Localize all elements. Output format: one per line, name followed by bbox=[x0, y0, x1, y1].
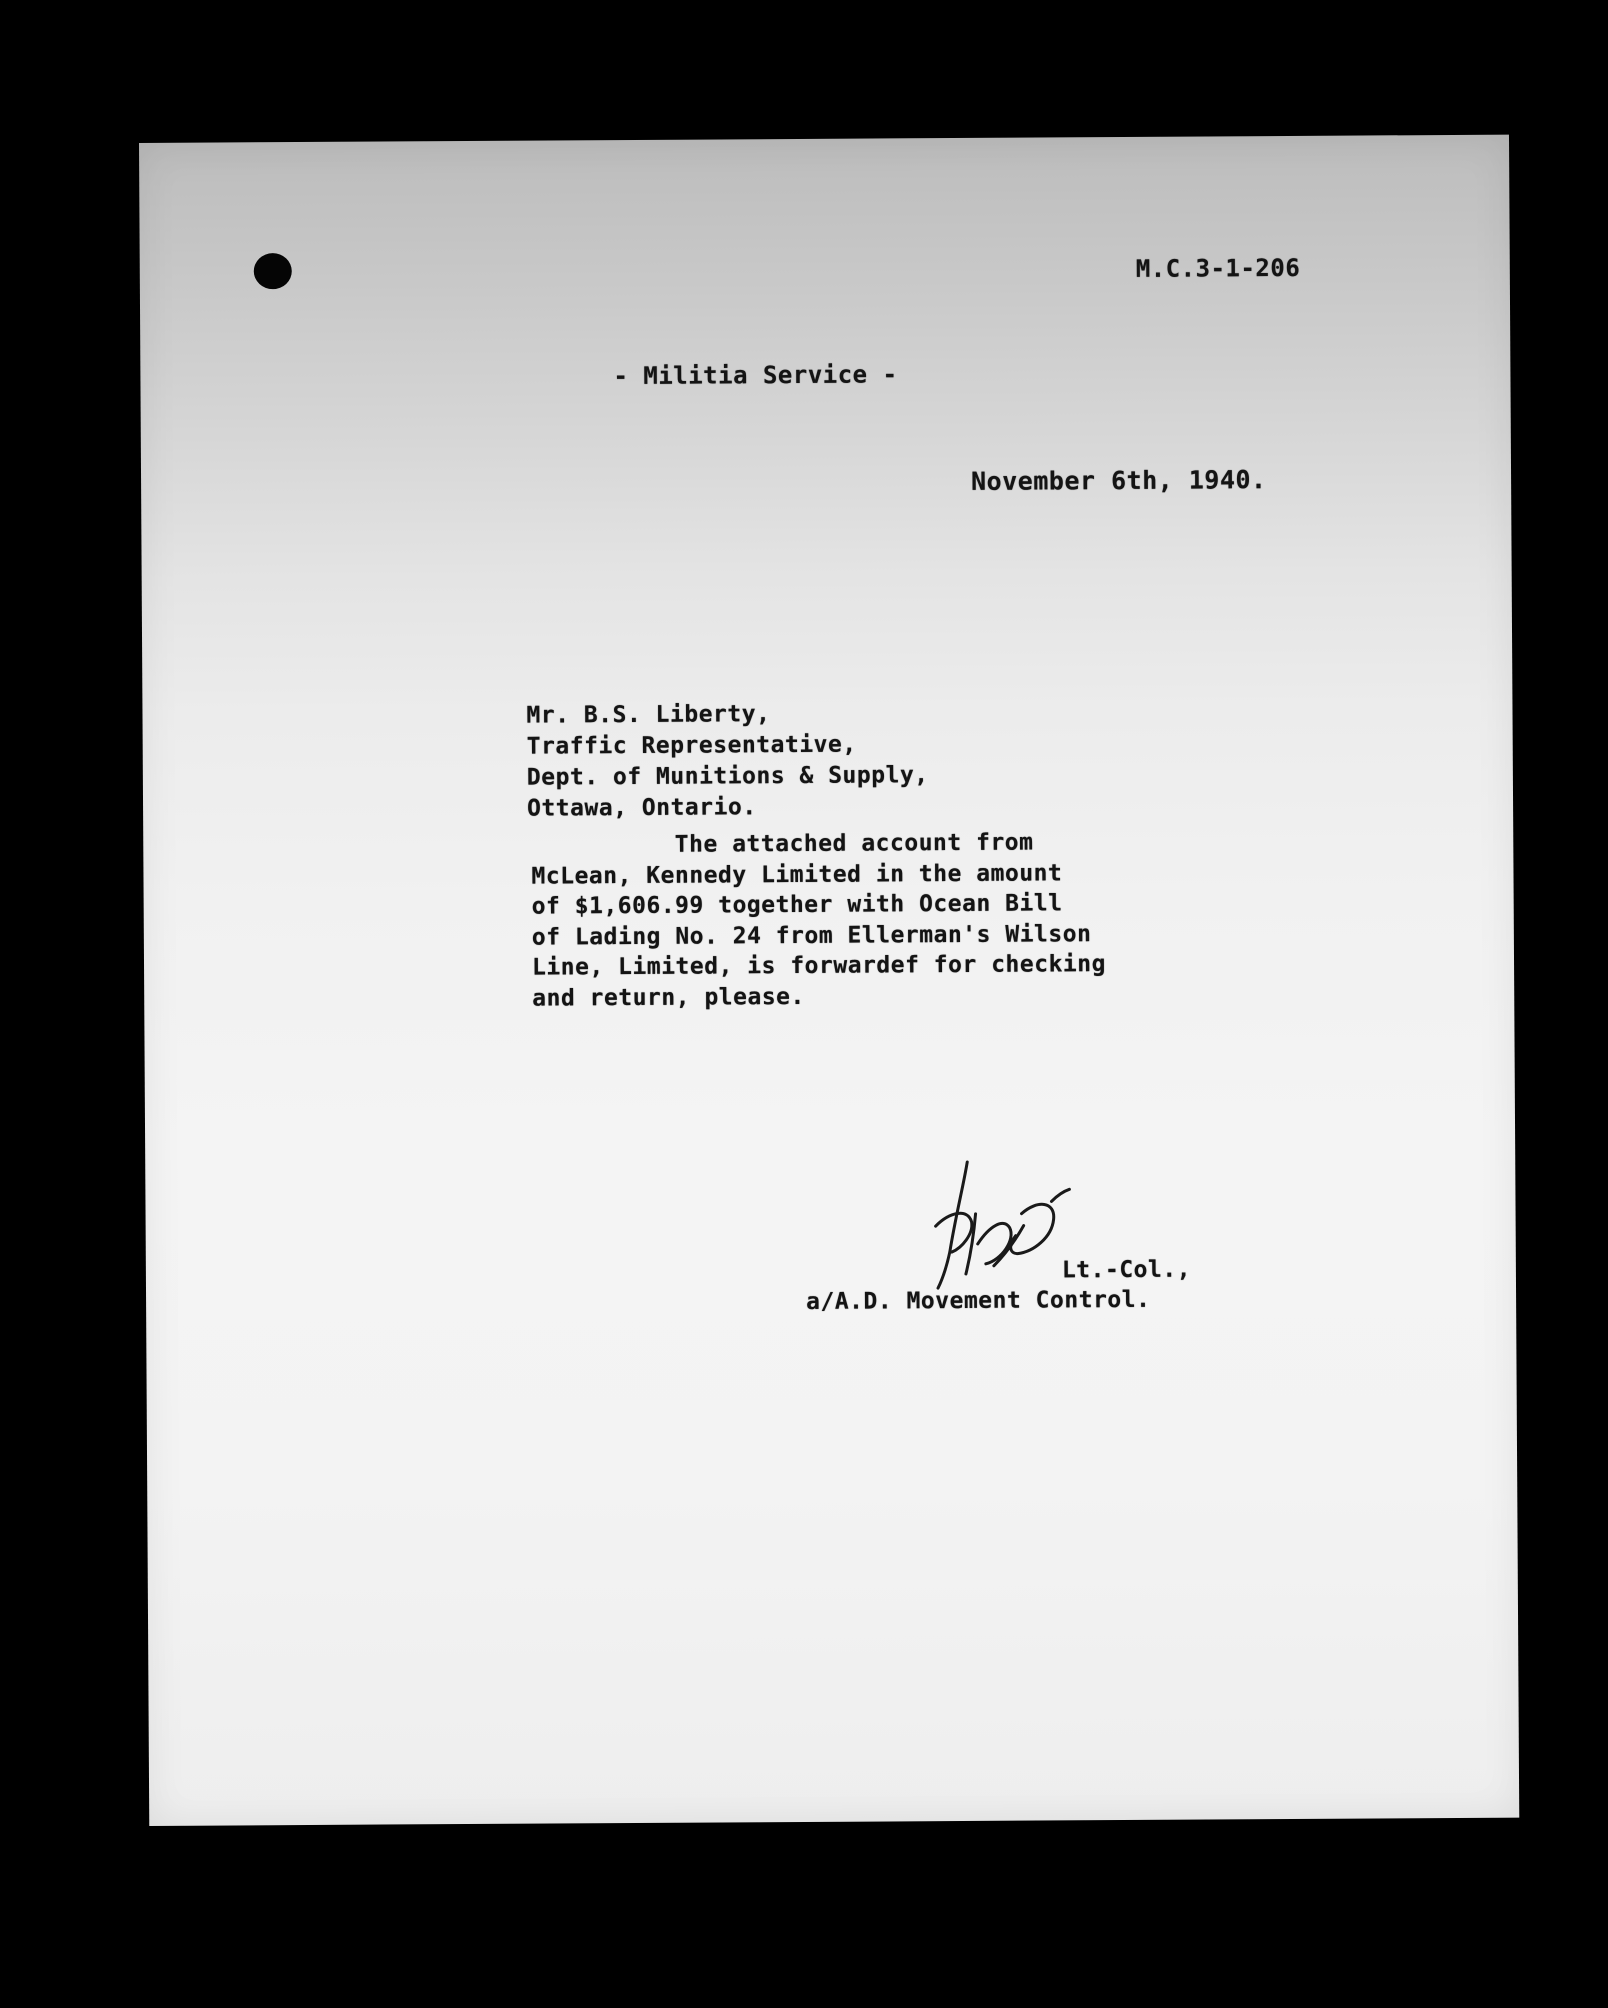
recipient-address bbox=[526, 698, 928, 824]
signatory-office: a/A.D. Movement Control. bbox=[806, 1286, 1151, 1315]
address-line: Mr. B.S. Liberty, bbox=[526, 701, 771, 729]
letter-page bbox=[139, 135, 1519, 1826]
address-line: Ottawa, Ontario. bbox=[526, 794, 757, 822]
body-line: of $1,606.99 together with Ocean Bill bbox=[531, 890, 1063, 920]
address-line: Dept. of Munitions & Supply, bbox=[526, 762, 929, 791]
body-line: McLean, Kennedy Limited in the amount bbox=[531, 859, 1063, 890]
handwritten-signature bbox=[905, 1155, 1086, 1296]
address-line: Traffic Representative, bbox=[526, 731, 857, 760]
body-line: The attached account from bbox=[531, 829, 1034, 859]
letter-body bbox=[531, 827, 1106, 1014]
signatory-rank: Lt.-Col., bbox=[1061, 1256, 1192, 1284]
punch-hole bbox=[254, 253, 292, 289]
body-line: and return, please. bbox=[532, 983, 805, 1012]
letter-date: November 6th, 1940. bbox=[970, 465, 1267, 496]
body-line: Line, Limited, is forwardef for checking bbox=[531, 951, 1107, 981]
service-heading: - Militia Service - bbox=[613, 360, 898, 391]
file-reference: M.C.3-1-206 bbox=[1135, 253, 1301, 283]
body-line: of Lading No. 24 from Ellerman's Wilson bbox=[531, 920, 1092, 951]
